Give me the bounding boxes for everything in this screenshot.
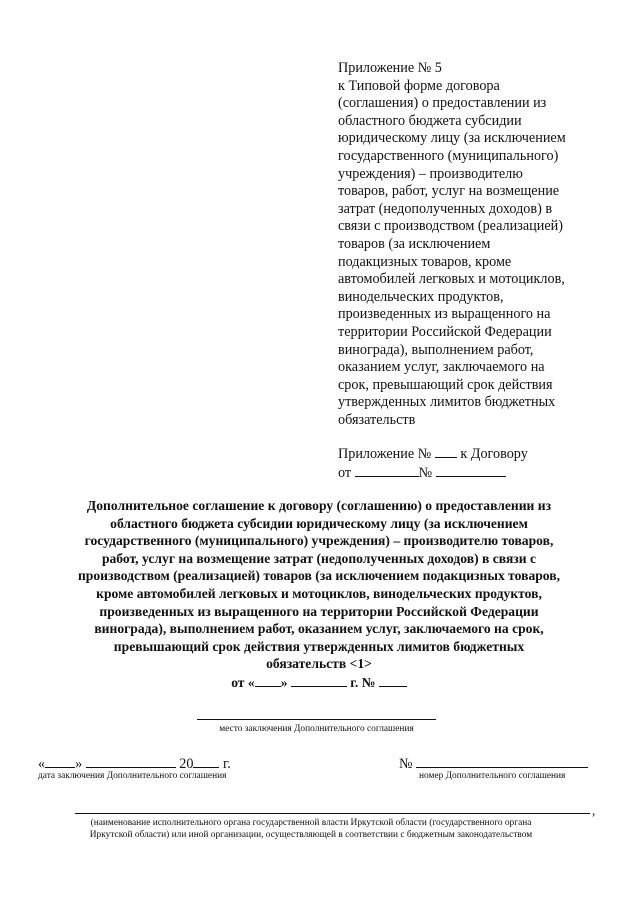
place-caption: место заключения Дополнительного соглашения <box>219 724 414 734</box>
date-year-blank[interactable] <box>193 754 219 768</box>
title-line: кроме автомобилей легковых и мотоциклов, винодельческих продуктов, <box>96 585 542 601</box>
annex-header-line: учреждения) – производителю <box>338 165 523 182</box>
title-year-number-label: г. № <box>350 674 376 690</box>
title-day-blank[interactable] <box>255 673 281 687</box>
annex-header-line: утвержденных лимитов бюджетных <box>338 394 556 411</box>
title-line: работ, услуг на возмещение затрат (недополученных доходов) в связи с <box>101 550 537 566</box>
annex-header-line: срок, превышающий срок действия <box>338 376 553 393</box>
annex-header-line: затрат (недополученных доходов) в <box>338 200 553 217</box>
annex-header-line: обязательств <box>338 411 416 428</box>
annex-header-line: государственного (муниципального) <box>338 147 559 164</box>
title-date-line <box>20 673 618 692</box>
contract-annex-reference <box>338 444 598 482</box>
organization-caption-line: Иркутской области) или иной организации, осуществляющей в соответствии с бюджетным законодательством <box>89 829 533 840</box>
title-line: производством (реализацией) товаров (за исключением подакцизных товаров, <box>77 568 561 584</box>
date-open-quote: « <box>38 756 46 772</box>
date-day-blank[interactable] <box>45 754 75 768</box>
annex-from-label: от <box>338 465 352 481</box>
date-century: 20 <box>179 756 194 772</box>
date-caption: дата заключения Дополнительного соглашения <box>38 771 227 781</box>
annex-no-label: № <box>418 465 433 481</box>
title-line: винограда), выполнением работ, оказанием услуг, заключаемого на срок, <box>94 621 544 637</box>
number-caption: номер Дополнительного соглашения <box>419 771 566 781</box>
title-date-quote: » <box>280 674 288 690</box>
number-blank[interactable] <box>416 754 588 768</box>
date-year-suffix: г. <box>223 756 231 772</box>
annex-date-blank[interactable] <box>355 463 419 477</box>
annex-header-line: оказанием услуг, заключаемого на <box>338 359 545 376</box>
annex-contract-number-blank[interactable] <box>436 463 506 477</box>
title-month-blank[interactable] <box>291 673 347 687</box>
annex-header <box>338 60 598 429</box>
title-line: превышающий срок действия утвержденных лимитов бюджетных <box>113 638 525 654</box>
annex-header-line: Приложение № 5 <box>338 60 442 76</box>
annex-header-line: винодельческих продуктов, <box>338 288 504 305</box>
date-close-quote: » <box>75 756 83 772</box>
number-field <box>399 754 588 772</box>
agreement-title <box>20 497 618 692</box>
organization-caption-line: (наименование исполнительного органа государственной власти Иркутской области (государственного органа <box>90 818 532 828</box>
annex-header-line: произведенных из выращенного на <box>338 306 551 323</box>
annex-header-line: территории Российской Федерации <box>338 323 552 340</box>
annex-header-line: связи с производством (реализацией) <box>338 218 563 235</box>
title-line: государственного (муниципального) учреждения) – производителю товаров, <box>84 533 554 549</box>
contract-annex-line-number <box>338 444 598 463</box>
date-month-blank[interactable] <box>86 754 176 768</box>
annex-header-line: подакцизных товаров, кроме <box>338 253 512 270</box>
title-line: обязательств <1> <box>266 656 372 672</box>
annex-header-line: (соглашения) о предоставлении из <box>338 95 547 112</box>
title-date-from: от « <box>231 674 255 690</box>
annex-header-line: товаров (за исключением <box>338 235 491 252</box>
annex-contract-label: к Договору <box>460 446 528 462</box>
title-line: областного бюджета субсидии юридическому лицу (за исключением <box>110 515 528 531</box>
organization-caption <box>28 818 594 841</box>
organization-blank[interactable] <box>75 813 590 814</box>
title-number-blank[interactable] <box>379 673 407 687</box>
annex-header-line: винограда), выполнением работ, <box>338 341 534 358</box>
place-blank[interactable] <box>197 719 436 720</box>
annex-header-line: областного бюджета субсидии <box>338 112 522 129</box>
organization-comma: , <box>592 803 596 818</box>
annex-header-line: юридическому лицу (за исключением <box>338 130 566 147</box>
title-line: Дополнительное соглашение к договору (соглашению) о предоставлении из <box>86 498 552 513</box>
title-line: произведенных из выращенного на территории Российской Федерации <box>99 603 539 619</box>
annex-number-label: Приложение № <box>338 446 432 462</box>
annex-header-line: товаров, работ, услуг на возмещение <box>338 183 560 200</box>
annex-number-blank[interactable] <box>435 444 457 458</box>
date-field <box>38 754 231 772</box>
number-label: № <box>399 756 413 772</box>
annex-header-line: автомобилей легковых и мотоциклов, <box>338 271 565 288</box>
contract-annex-line-date <box>338 463 598 482</box>
annex-header-line: к Типовой форме договора <box>338 77 500 94</box>
